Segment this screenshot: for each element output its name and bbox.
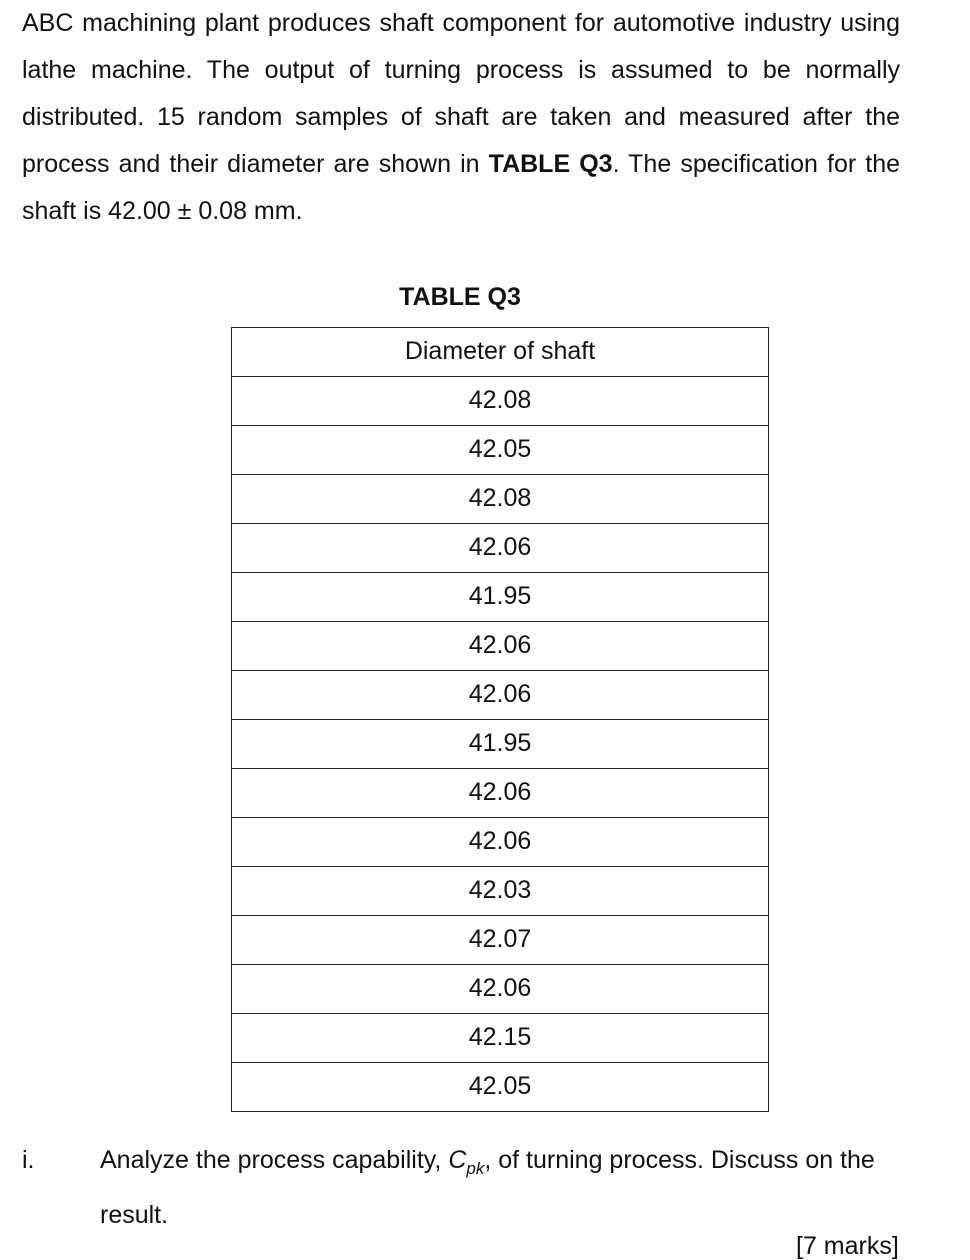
table-row	[232, 1014, 769, 1063]
table-row	[232, 769, 769, 818]
table-cell: 42.06	[232, 622, 769, 671]
table-cell: 42.08	[232, 377, 769, 426]
table-row	[232, 965, 769, 1014]
question-text	[100, 1137, 920, 1239]
table-cell: 42.06	[232, 965, 769, 1014]
table-row	[232, 622, 769, 671]
table-row	[232, 671, 769, 720]
table-row	[232, 1063, 769, 1112]
table-cell: 42.08	[232, 475, 769, 524]
diameter-table	[231, 327, 769, 1112]
cpk-subscript: pk	[466, 1159, 485, 1178]
intro-text: ABC machining plant produces shaft component for automotive industry using lathe machine. The output of turning process is assumed to be normally distributed. 15 random samples of shaft are taken and measured after the process and their diameter are shown in	[22, 9, 900, 178]
problem-statement	[22, 0, 900, 235]
table-cell: 42.03	[232, 867, 769, 916]
question-number: i.	[22, 1146, 35, 1174]
table-cell: 42.06	[232, 524, 769, 573]
table-reference: TABLE Q3	[488, 150, 613, 178]
table-row	[232, 916, 769, 965]
table-row	[232, 426, 769, 475]
column-header: Diameter of shaft	[232, 328, 769, 377]
table-cell: 41.95	[232, 720, 769, 769]
table-cell: 42.07	[232, 916, 769, 965]
table-header-row	[232, 328, 769, 377]
table-row	[232, 524, 769, 573]
table-cell: 42.06	[232, 769, 769, 818]
question-text-end: , of turning process. Discuss on the result.	[100, 1146, 875, 1229]
intro-text-end: . The specification for the shaft is 42.00 ± 0.08 mm.	[22, 150, 901, 225]
table-cell: 42.06	[232, 818, 769, 867]
cpk-symbol: C	[448, 1146, 467, 1174]
marks-label: [7 marks]	[796, 1232, 899, 1260]
table-cell: 42.05	[232, 426, 769, 475]
table-cell: 42.06	[232, 671, 769, 720]
table-row	[232, 573, 769, 622]
question-text-start: Analyze the process capability,	[100, 1146, 449, 1174]
table-title: TABLE Q3	[399, 283, 521, 311]
table-row	[232, 475, 769, 524]
table-cell: 42.05	[232, 1063, 769, 1112]
table-row	[232, 818, 769, 867]
table-row	[232, 377, 769, 426]
table-cell: 41.95	[232, 573, 769, 622]
table-row	[232, 867, 769, 916]
table-row	[232, 720, 769, 769]
table-cell: 42.15	[232, 1014, 769, 1063]
